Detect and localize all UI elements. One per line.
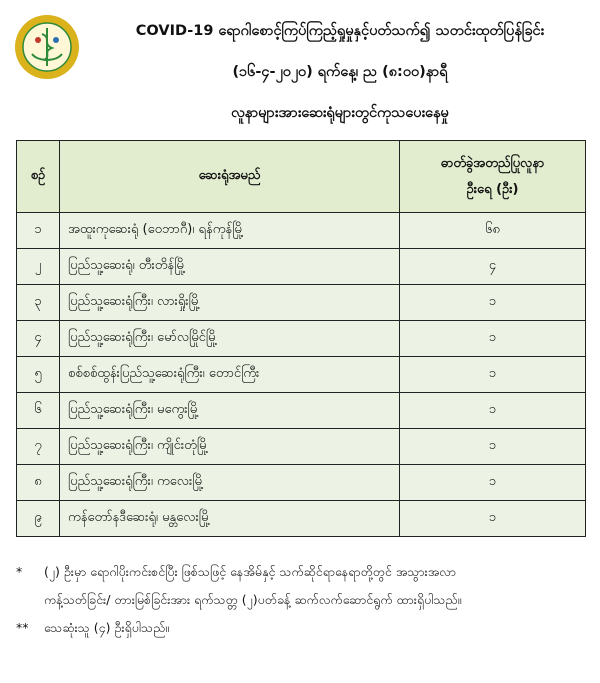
row-no: ၂ <box>17 249 60 285</box>
row-count: ၁ <box>400 429 586 465</box>
header-hospital: ဆေးရုံအမည် <box>60 141 400 213</box>
row-hospital: အထူးကုဆေးရုံ (ဝေဘာဂီ)၊ ရန်ကုန်မြို့ <box>60 213 400 249</box>
table-caption: လူနာများအားဆေးရုံများတွင်ကုသပေးနေမှု <box>231 105 449 121</box>
row-no: ၉ <box>17 501 60 537</box>
header-confirmed-count <box>400 141 586 213</box>
table-row <box>17 429 586 465</box>
row-hospital: ပြည်သူ့ဆေးရုံကြီး၊ လားရှိုးမြို့ <box>60 285 400 321</box>
row-count: ၁ <box>400 465 586 501</box>
table-row <box>17 321 586 357</box>
row-no: ၁ <box>17 213 60 249</box>
row-no: ၅ <box>17 357 60 393</box>
row-count: ၁ <box>400 285 586 321</box>
header-count-line2: ဦးရေ (ဦး) <box>466 181 519 197</box>
row-hospital: ပြည်သူ့ဆေးရုံကြီး၊ မကွေးမြို့ <box>60 393 400 429</box>
table-row <box>17 465 586 501</box>
report-title: COVID-19 ရောဂါစောင့်ကြပ်ကြည့်ရှုမှုနှင့်ပတ်သက်၍ သတင်းထုတ်ပြန်ခြင်း <box>135 23 545 39</box>
row-count: ၁ <box>400 393 586 429</box>
row-count: ၁ <box>400 357 586 393</box>
row-no: ၃ <box>17 285 60 321</box>
row-hospital: ပြည်သူ့ဆေးရုံကြီး၊ ကျိုင်းတုံမြို့ <box>60 429 400 465</box>
table-row <box>17 249 586 285</box>
row-hospital: ပြည်သူ့ဆေးရုံကြီး၊ ကလေးမြို့ <box>60 465 400 501</box>
table-row <box>17 501 586 537</box>
row-count: ၆၈ <box>400 213 586 249</box>
row-no: ၈ <box>17 465 60 501</box>
footnote-deaths <box>16 614 586 642</box>
footnote-line: သေဆုံးသူ (၄) ဦးရှိပါသည်။ <box>44 620 169 635</box>
footnote-recovered <box>16 558 586 614</box>
hospital-cases-table <box>16 140 586 537</box>
row-hospital: ပြည်သူ့ဆေးရုံကြီး၊ မော်လမြိုင်မြို့ <box>60 321 400 357</box>
row-hospital: ပြည်သူ့ဆေးရုံ၊ တီးတိန်မြို့ <box>60 249 400 285</box>
row-hospital: ကန်တော်နဒီဆေးရုံ၊ မန္တလေးမြို့ <box>60 501 400 537</box>
row-count: ၄ <box>400 249 586 285</box>
row-no: ၇ <box>17 429 60 465</box>
row-count: ၁ <box>400 321 586 357</box>
header-count-line1: ဓာတ်ခွဲအတည်ပြုလူနာ <box>440 155 545 171</box>
table-row <box>17 357 586 393</box>
footnote-double-asterisk: ** <box>16 620 29 635</box>
footnote-line: (၂) ဦးမှာ ရောဂါပိုးကင်းစင်ပြီး ဖြစ်သဖြင့် နေအိမ်နှင့် သက်ဆိုင်ရာနေရာတို့တွင် အသွားအလာ <box>44 564 457 579</box>
footnotes <box>16 558 586 642</box>
footnote-asterisk: * <box>16 564 23 579</box>
row-count: ၁ <box>400 501 586 537</box>
footnote-line: ကန့်သတ်ခြင်း/ တားမြစ်ခြင်းအား ရက်သတ္တ (၂)ပတ်ခန့် ဆက်လက်ဆောင်ရွက် ထားရှိပါသည်။ <box>44 592 462 607</box>
table-row <box>17 285 586 321</box>
row-hospital: စစ်စစ်ထွန်းပြည်သူ့ဆေးရုံကြီး၊ တောင်ကြီး <box>60 357 400 393</box>
ministry-seal-logo <box>14 14 80 80</box>
header-no: စဉ် <box>17 141 60 213</box>
table-row <box>17 213 586 249</box>
row-no: ၄ <box>17 321 60 357</box>
table-row <box>17 393 586 429</box>
table-header-row <box>17 141 586 213</box>
row-no: ၆ <box>17 393 60 429</box>
report-datetime: (၁၆-၄-၂၀၂၀) ရက်နေ့၊ ည (၈:၀၀)နာရီ <box>232 64 448 80</box>
